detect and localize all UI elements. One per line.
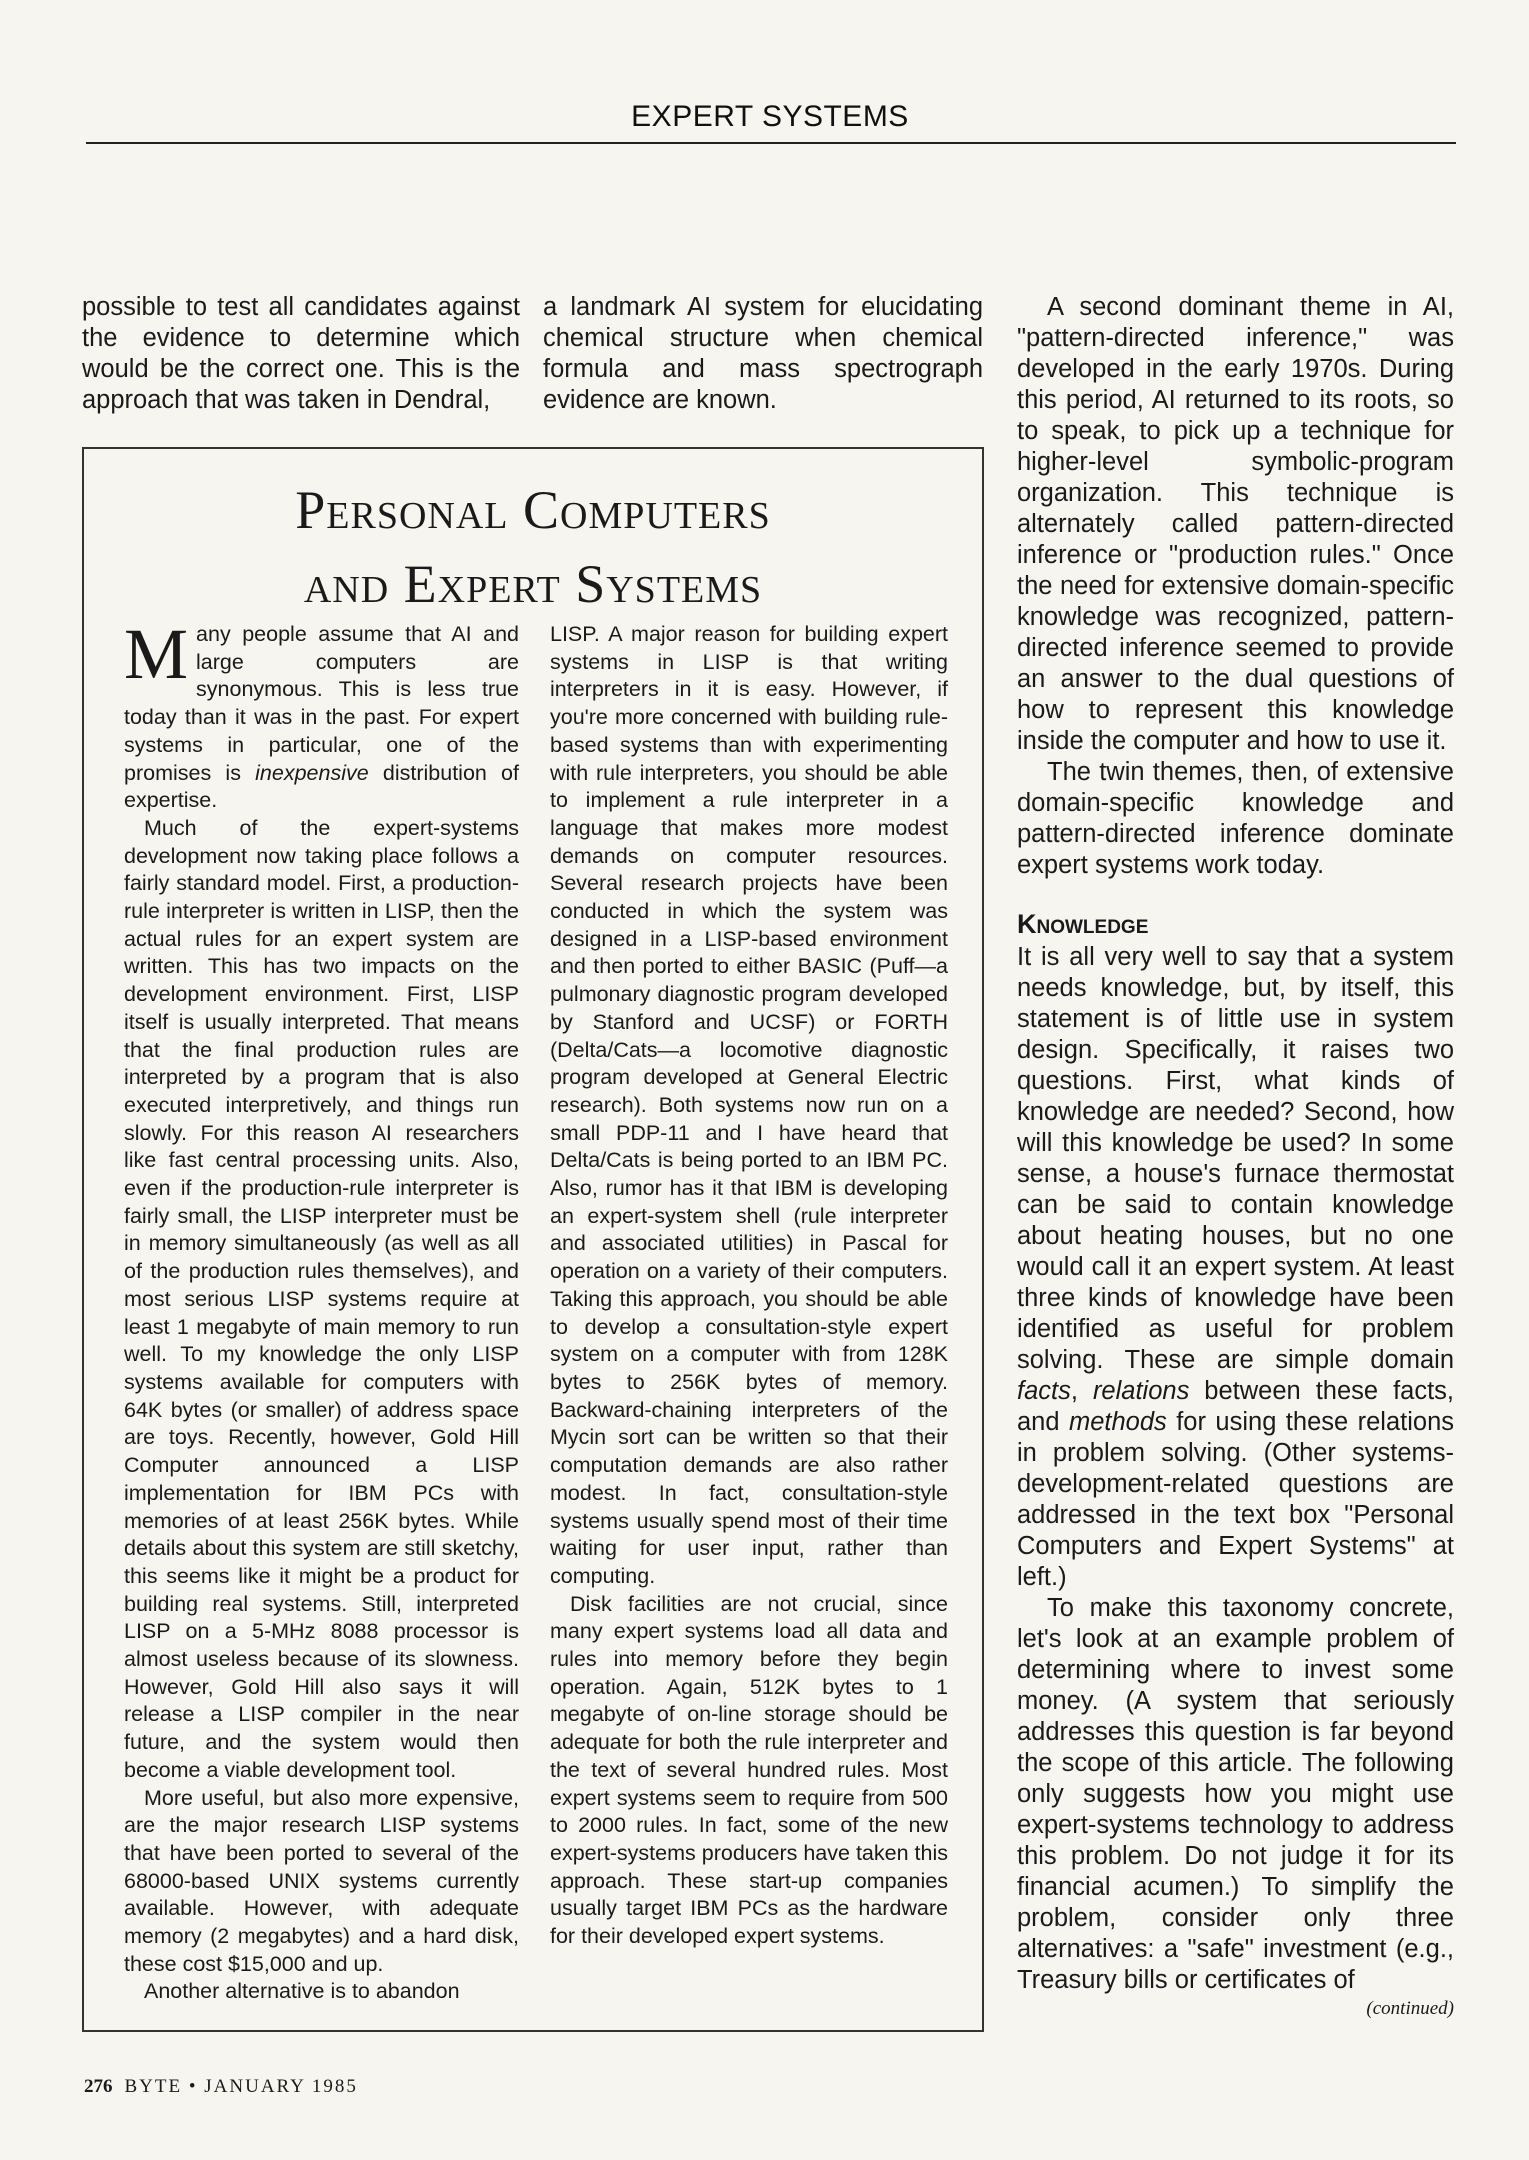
paragraph: Disk facilities are not crucial, since many expert systems load all data and rules into memory before they begin operation. Again, 512K bytes to 1 megabyte of on-line storage should be adequate for both the rule interpreter and the text of several hundred rules. Most expert systems seem to require from 500 to 2000 rules. In fact, some of the new expert-systems producers have taken this approach. These start-up companies usually target IBM PCs as the hardware for their developed expert systems. bbox=[550, 1591, 948, 1949]
sidebar-title bbox=[84, 473, 982, 621]
section-heading: Knowledge bbox=[1017, 909, 1149, 939]
column-2-top bbox=[543, 292, 983, 416]
text-run: any people assume that AI and large computers are synonymous. This is less true today than it was in the past. For expert systems in particular, one of the promises is bbox=[124, 622, 519, 785]
text-run: between these facts, and bbox=[1017, 1377, 1455, 1436]
text-run: distribution of expertise. bbox=[124, 760, 519, 813]
sidebar-column-1 bbox=[124, 614, 519, 2006]
paragraph: The twin themes, then, of extensive domain-specific knowledge and pattern-directed inference dominate expert systems work today. bbox=[1017, 758, 1454, 879]
paragraph: Another alternative is to abandon bbox=[144, 1979, 460, 2004]
text-run: for using these relations in problem solving. (Other systems-development-related questions are addressed in the text box "Personal Computers and Expert Systems" at left.) bbox=[1017, 1408, 1454, 1591]
emphasis: relations bbox=[1092, 1377, 1190, 1405]
text-run: It is all very well to say that a system needs knowledge, but, by itself, this statement is of little use in system design. Specifically, it raises two questions. First, what kinds of knowledge are needed? Second, how will this knowledge be used? In some sense, a house's furnace thermostat can be said to contain knowledge about heating houses, but no one would call it an expert system. At least three kinds of knowledge have been identified as useful for problem solving. These are simple domain bbox=[1017, 943, 1454, 1374]
paragraph: More useful, but also more expensive, are the major research LISP systems that have been ported to several of the 68000-based UNIX systems currently available. However, with adequate memory (2 megabytes) and a hard disk, these cost $15,000 and up. bbox=[124, 1785, 519, 1976]
header-rule bbox=[86, 142, 1456, 144]
magazine-issue: BYTE • JANUARY 1985 bbox=[124, 2076, 358, 2097]
emphasis: inexpensive bbox=[255, 760, 369, 785]
paragraph bbox=[124, 614, 519, 815]
emphasis: facts bbox=[1017, 1377, 1071, 1405]
paragraph bbox=[1017, 942, 1454, 1593]
emphasis: methods bbox=[1068, 1408, 1167, 1436]
paragraph: possible to test all candidates against the evidence to determine which would be the correct one. This is the approach that was taken in Dendral, bbox=[82, 293, 520, 414]
sidebar-box bbox=[82, 447, 984, 2032]
paragraph: A second dominant theme in AI, "pattern-directed inference," was developed in the early 1970s. During this period, AI returned to its roots, so to speak, to pick up a technique for higher-level symbolic-program organization. This technique is alternately called pattern-directed inference or "production rules." Once the need for extensive domain-specific knowledge was recognized, pattern-directed inference seemed to provide an answer to the dual questions of how to represent this knowledge inside the computer and how to use it. bbox=[1017, 293, 1454, 755]
paragraph: Much of the expert-systems development now taking place follows a fairly standard model. First, a production-rule interpreter is written in LISP, then the actual rules for an expert system are written. This has two impacts on the development environment. First, LISP itself is usually interpreted. That means that the final production rules are interpreted by a program that is also executed interpretively, and things run slowly. For this reason AI researchers like fast central processing units. Also, even if the production-rule interpreter is fairly small, the LISP interpreter must be in memory simultaneously (as well as all of the production rules themselves), and most serious LISP systems require at least 1 megabyte of main memory to run well. To my knowledge the only LISP systems available for computers with 64K bytes (or smaller) of address space are toys. Recently, however, Gold Hill Computer announced a LISP implementation for IBM PCs with memories of at least 256K bytes. While details about this system are still sketchy, this seems like it might be a product for building real systems. Still, interpreted LISP on a 5-MHz 8088 processor is almost useless because of its slowness. However, Gold Hill also says it will release a LISP compiler in the near future, and the system would then become a viable development tool. bbox=[124, 815, 519, 1782]
page-number: 276 bbox=[84, 2076, 113, 2097]
paragraph: To make this taxonomy concrete, let's look at an example problem of determining where to invest some money. (A system that seriously addresses this question is far beyond the scope of this article. The following only suggests how you might use expert-systems technology to address this problem. Do not judge it for its financial acumen.) To simplify the problem, consider only three alternatives: a "safe" investment (e.g., Treasury bills or certificates of bbox=[1017, 1594, 1454, 1994]
drop-cap: M bbox=[124, 614, 189, 694]
page-footer bbox=[84, 2076, 358, 2098]
sidebar-title-line-1: Personal Computers bbox=[295, 480, 771, 540]
column-3 bbox=[1017, 292, 1454, 2022]
paragraph: LISP. A major reason for building expert systems in LISP is that writing interpreters in it is easy. However, if you're more concerned with building rule-based systems than with experimenting with rule interpreters, you should be able to implement a rule interpreter in a language that makes more modest demands on computer resources. Several research projects have been conducted in which the system was designed in a LISP-based environment and then ported to either BASIC (Puff—a pulmonary diagnostic program developed by Stanford and UCSF) or FORTH (Delta/Cats—a locomotive diagnostic program developed at General Electric research). Both systems now run on a small PDP-11 and I have heard that Delta/Cats is being ported to an IBM PC. Also, rumor has it that IBM is developing an expert-system shell (rule interpreter and associated utilities) in Pascal for operation on a variety of their computers. Taking this approach, you should be able to develop a consultation-style expert system on a computer with from 128K bytes to 256K bytes of memory. Backward-chaining interpreters of the Mycin sort can be written so that their computation demands are also rather modest. In fact, consultation-style systems usually spend most of their time waiting for user input, rather than computing. bbox=[550, 622, 948, 1588]
running-header: EXPERT SYSTEMS bbox=[631, 100, 909, 133]
paragraph: a landmark AI system for elucidating chemical structure when chemical formula and mass spectrograph evidence are known. bbox=[543, 293, 983, 414]
text-run: , bbox=[1070, 1377, 1093, 1405]
sidebar-title-line-2: and Expert Systems bbox=[303, 554, 763, 614]
continued-note: (continued) bbox=[1366, 1998, 1454, 2019]
sidebar-column-2 bbox=[550, 621, 948, 1951]
column-1-top bbox=[82, 292, 520, 416]
